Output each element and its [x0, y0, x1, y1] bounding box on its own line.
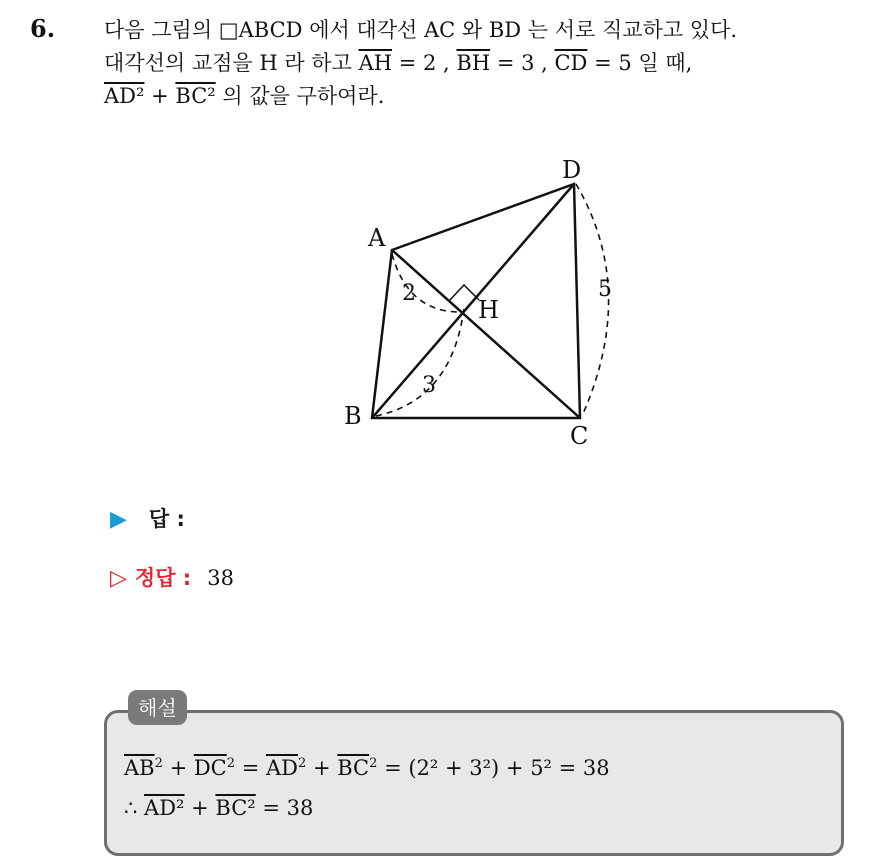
therefore-symbol: ∴: [124, 796, 145, 820]
sol-seg-ad: $\overline{AD}$: [265, 756, 298, 780]
correct-answer-value: 38: [207, 566, 234, 590]
point-label-h: H: [478, 296, 499, 324]
sol-seg-ad-squared: AD²: [144, 796, 185, 820]
length-label-cd: 5: [598, 277, 612, 302]
solution-tag: 해설: [128, 690, 187, 725]
eq-cd: = 5 일 때,: [587, 51, 693, 75]
eq-bh: = 3 ,: [490, 51, 555, 75]
solution-line-1: [124, 756, 610, 780]
vertex-label-b: B: [344, 402, 362, 430]
segment-bh: $\overline{BH}$: [456, 51, 491, 75]
sol-seg-bc: $\overline{BC}$: [337, 756, 370, 780]
answer-row: [110, 503, 185, 533]
vertex-label-a: A: [368, 224, 386, 252]
length-label-bh: 3: [422, 373, 436, 398]
eq-ah: = 2 ,: [392, 51, 457, 75]
sol-sq-4: 2: [369, 756, 378, 771]
sol-plus-2: +: [306, 756, 338, 780]
sol-plus-3: +: [184, 796, 216, 820]
segment-cd: $\overline{CD}$: [554, 51, 588, 75]
solution-box: [104, 710, 844, 856]
figure-svg: [330, 150, 630, 460]
quadrilateral-figure: [330, 150, 630, 464]
vertex-label-c: C: [570, 422, 589, 450]
vertex-label-d: D: [562, 156, 582, 184]
outline-triangle-icon: ▷: [110, 566, 127, 591]
sol-line-1-rhs: (2² + 3²) + 5² = 38: [408, 756, 610, 780]
question-number: 6.: [30, 14, 56, 43]
question-line-2-text: 대각선의 교점을 H 라 하고: [104, 51, 359, 75]
segment-bc-squared: BC²: [175, 84, 216, 108]
question-line-3-text: 의 값을 구하여라.: [215, 84, 385, 108]
question-line-3: [104, 80, 864, 113]
solution-line-2: [124, 796, 313, 820]
segment-ad-squared: AD²: [104, 84, 145, 108]
sol-sq-1: 2: [154, 756, 163, 771]
sol-sq-3: 2: [298, 756, 307, 771]
correct-answer-label: 정답 :: [134, 566, 192, 590]
correct-answer-row: [110, 562, 234, 592]
question-text: [104, 14, 864, 113]
sol-plus-1: +: [162, 756, 194, 780]
sol-eq-2: =: [377, 756, 409, 780]
length-label-ah: 2: [402, 281, 416, 306]
play-triangle-icon: ▶: [110, 507, 127, 532]
segment-ah: $\overline{AH}$: [358, 51, 393, 75]
plus-sign: +: [144, 84, 176, 108]
sol-seg-dc: $\overline{DC}$: [193, 756, 227, 780]
diagonal-ac: [392, 250, 580, 418]
question-line-2: [104, 47, 864, 80]
sol-eq-1: =: [235, 756, 266, 780]
sol-seg-bc-squared: BC²: [215, 796, 256, 820]
answer-label: 답 :: [148, 507, 185, 531]
sol-seg-ab: $\overline{AB}$: [124, 756, 155, 780]
question-line-1: 다음 그림의 □ABCD 에서 대각선 AC 와 BD 는 서로 직교하고 있다.: [104, 18, 738, 42]
sol-line-2-rhs: = 38: [255, 796, 314, 820]
sol-sq-2: 2: [226, 756, 236, 771]
